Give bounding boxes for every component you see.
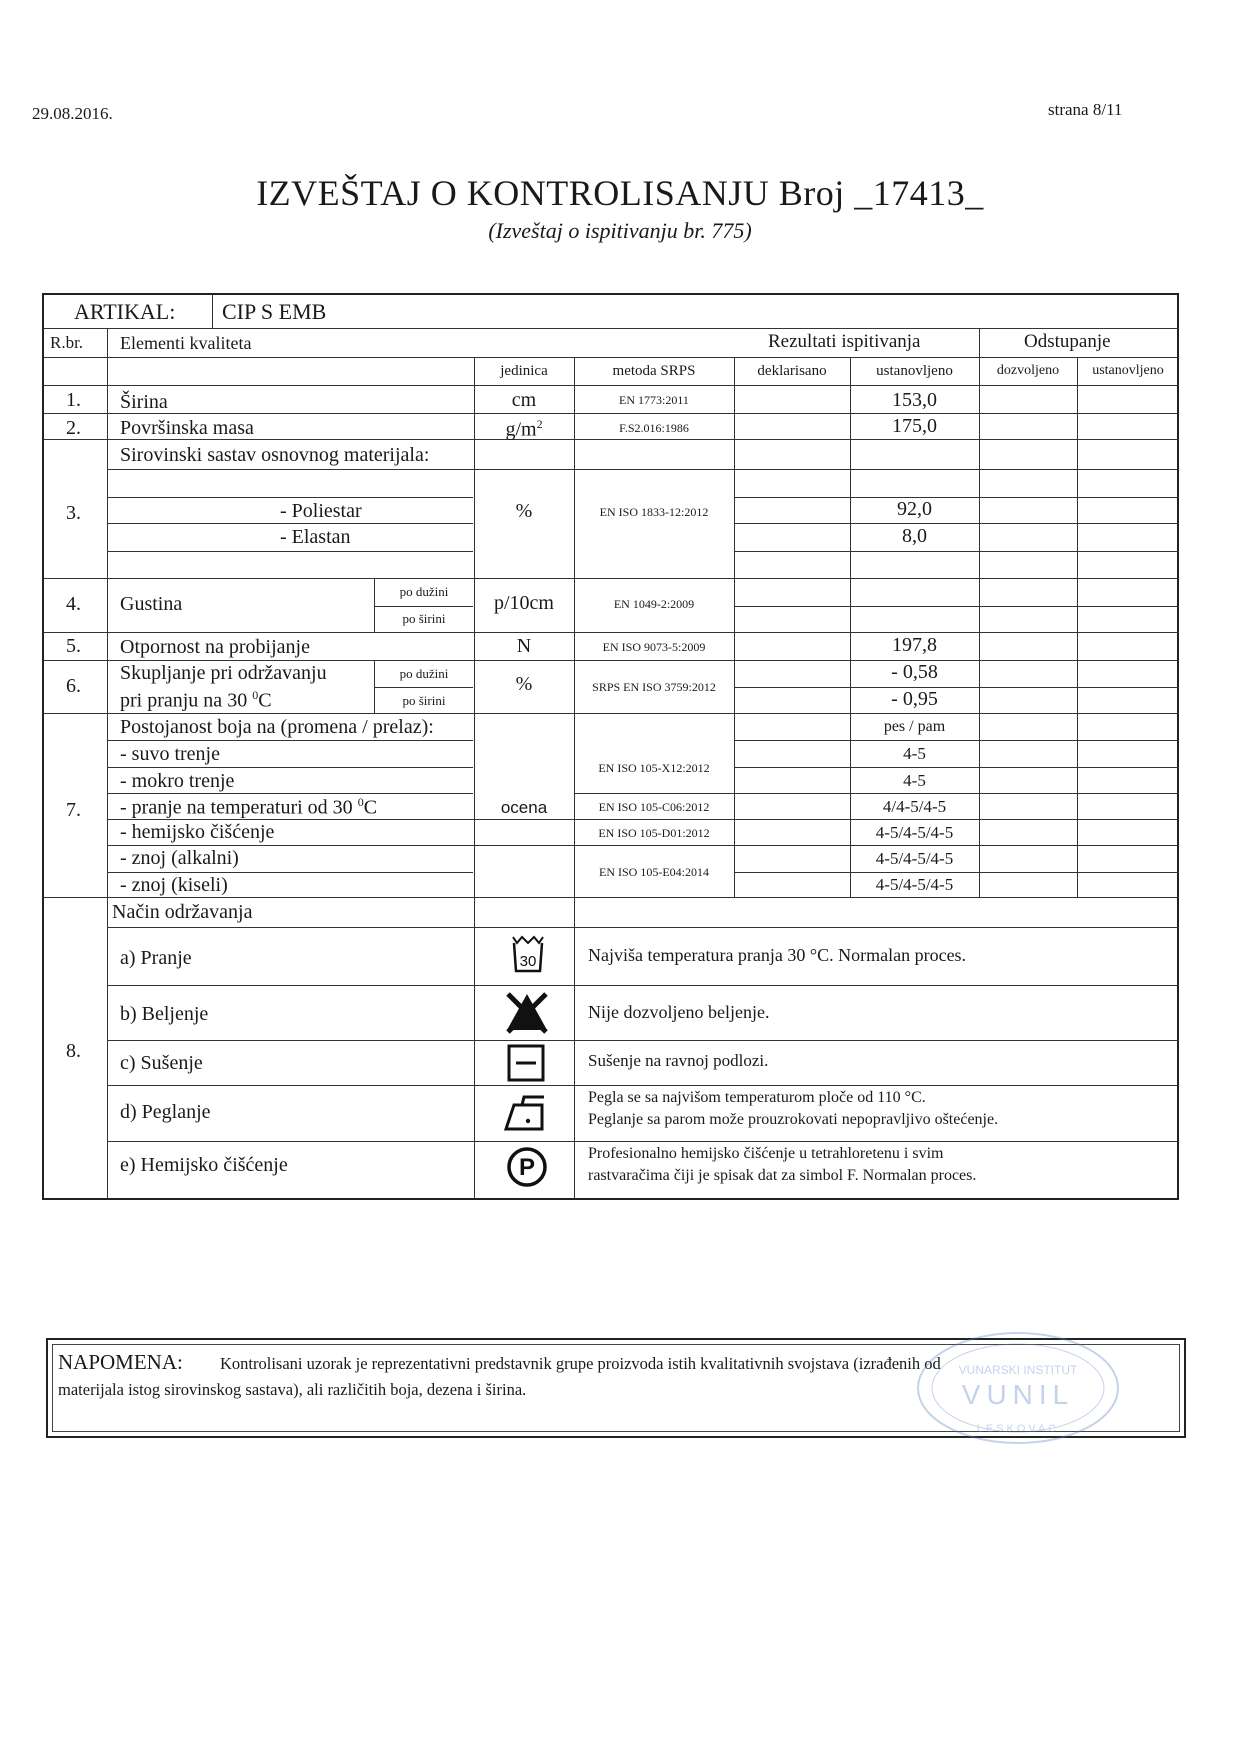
header-ustanovljeno-odst: ustanovljeno xyxy=(1092,363,1164,378)
header-deklarisano: deklarisano xyxy=(757,363,827,379)
note-text-line2: materijala istog sirovinskog sastava), ali različitih boja, dezena i širina. xyxy=(58,1380,527,1399)
row7-value-znoj-alkalni: 4-5/4-5/4-5 xyxy=(875,849,954,868)
bleach-description: Nije dozvoljeno beljenje. xyxy=(588,1002,770,1022)
header-rezultati: Rezultati ispitivanja xyxy=(768,331,921,352)
institute-stamp xyxy=(908,1328,1128,1448)
report-date: 29.08.2016. xyxy=(32,104,113,123)
page-number: strana 8/11 xyxy=(1048,100,1123,119)
row6-po-sirini: po širini xyxy=(402,693,446,708)
header-dozvoljeno: dozvoljeno xyxy=(996,363,1060,378)
row6-value-duzini: - 0,58 xyxy=(891,661,938,683)
row2-method: F.S2.016:1986 xyxy=(619,421,689,435)
row4-name: Gustina xyxy=(120,593,183,615)
row7-unit: ocena xyxy=(500,798,548,817)
flat-dry-icon xyxy=(507,1044,545,1082)
wash-description: Najviša temperatura pranja 30 °C. Normalan proces. xyxy=(588,945,967,965)
row7-no: 7. xyxy=(66,799,81,821)
inspection-table xyxy=(42,293,1179,1200)
row7-value-mokro: 4-5 xyxy=(903,771,926,790)
row3-name: Sirovinski sastav osnovnog materijala: xyxy=(120,444,430,466)
iron-description-line2: Peglanje sa parom može prouzrokovati nepopravljivo oštećenje. xyxy=(588,1111,999,1128)
row8-no: 8. xyxy=(66,1040,81,1062)
row7-value-znoj-kiseli: 4-5/4-5/4-5 xyxy=(875,875,954,894)
row6-no: 6. xyxy=(66,675,81,697)
row1-no: 1. xyxy=(66,389,81,411)
row5-unit: N xyxy=(516,635,532,657)
row6-unit: % xyxy=(515,673,533,695)
svg-text:LESKOVAC: LESKOVAC xyxy=(976,1423,1060,1435)
wash-30-icon xyxy=(511,935,545,973)
row2-name: Površinska masa xyxy=(120,417,254,439)
note-label: NAPOMENA: xyxy=(58,1350,183,1374)
artikal-label: ARTIKAL: xyxy=(74,299,176,324)
row2-unit: $g/m^2$ xyxy=(505,417,543,441)
row4-po-duzini: po dužini xyxy=(399,584,449,599)
row4-po-sirini: po širini xyxy=(402,611,446,626)
dryclean-description-line2: rastvaračima čiji je spisak dat za simbol F. Normalan proces. xyxy=(588,1167,977,1184)
row3-poliestar: - Poliestar xyxy=(280,500,362,522)
header-jedinica: jedinica xyxy=(500,363,548,379)
row8-peglanje: d) Peglanje xyxy=(120,1101,211,1123)
row7-method-znoj: EN ISO 105-E04:2014 xyxy=(599,865,709,879)
row4-unit: p/10cm xyxy=(494,592,554,614)
row5-method: EN ISO 9073-5:2009 xyxy=(602,640,706,654)
row7-hemijsko: - hemijsko čišćenje xyxy=(120,821,275,843)
row7-mokro: - mokro trenje xyxy=(120,770,235,792)
row4-no: 4. xyxy=(66,593,81,615)
row8-pranje: a) Pranje xyxy=(120,947,192,969)
header-odstupanje: Odstupanje xyxy=(1024,331,1111,352)
row7-znoj-alkalni: - znoj (alkalni) xyxy=(120,847,239,869)
row2-no: 2. xyxy=(66,417,81,439)
dry-description: Sušenje na ravnoj podlozi. xyxy=(588,1051,769,1070)
row6-value-sirini: - 0,95 xyxy=(891,688,938,710)
svg-text:VUNIL: VUNIL xyxy=(961,1379,1075,1410)
row5-no: 5. xyxy=(66,635,81,657)
artikal-value: CIP S EMB xyxy=(222,299,327,324)
header-metoda: metoda SRPS xyxy=(612,363,696,379)
row3-elastan: - Elastan xyxy=(280,526,351,548)
row3-value-poliestar: 92,0 xyxy=(897,498,932,520)
row7-value-hemijsko: 4-5/4-5/4-5 xyxy=(875,823,954,842)
row7-method-trenje: EN ISO 105-X12:2012 xyxy=(598,761,710,775)
header-ustanovljeno: ustanovljeno xyxy=(876,363,953,379)
row4-method: EN 1049-2:2009 xyxy=(613,597,695,611)
row3-value-elastan: 8,0 xyxy=(902,525,927,547)
row7-method-hemijsko: EN ISO 105-D01:2012 xyxy=(598,826,710,840)
row7-pes-pam: pes / pam xyxy=(883,718,946,735)
svg-text:P: P xyxy=(518,1154,536,1181)
row7-value-pranje: 4/4-5/4-5 xyxy=(882,797,947,816)
report-subtitle: (Izveštaj o ispitivanju br. 775) xyxy=(488,218,752,243)
row5-value: 197,8 xyxy=(892,634,937,656)
row1-value: 153,0 xyxy=(892,389,937,411)
row1-method: EN 1773:2011 xyxy=(619,393,689,407)
row6-po-duzini: po dužini xyxy=(399,666,449,681)
row7-suvo: - suvo trenje xyxy=(120,743,220,765)
row8-susenje: c) Sušenje xyxy=(120,1052,203,1074)
row7-pranje: - pranje na temperaturi od 30 $^0$C xyxy=(120,795,378,819)
header-elementi: Elementi kvaliteta xyxy=(120,333,252,353)
row5-name: Otpornost na probijanje xyxy=(120,636,310,658)
iron-110-icon xyxy=(502,1091,548,1133)
row6-name-line2: pri pranju na 30 $^0$C xyxy=(120,688,272,712)
row6-method: SRPS EN ISO 3759:2012 xyxy=(592,680,716,694)
row8-beljenje: b) Beljenje xyxy=(120,1003,209,1025)
dryclean-description-line1: Profesionalno hemijsko čišćenje u tetrahloretenu i svim xyxy=(588,1145,944,1162)
row3-unit: % xyxy=(515,500,533,522)
row7-znoj-kiseli: - znoj (kiseli) xyxy=(120,874,228,896)
svg-text:30: 30 xyxy=(519,953,537,970)
row8-name: Način održavanja xyxy=(112,901,253,923)
dry-clean-p-icon xyxy=(506,1146,548,1188)
row7-name: Postojanost boja na (promena / prelaz): xyxy=(120,716,434,738)
note-text-line1: Kontrolisani uzorak je reprezentativni predstavnik grupe proizvoda istih kvalitativnih svojstava (izrađenih od xyxy=(220,1354,941,1373)
row7-method-pranje: EN ISO 105-C06:2012 xyxy=(598,800,710,814)
header-rbr: R.br. xyxy=(50,333,84,352)
no-bleach-icon xyxy=(504,990,550,1034)
svg-text:VUNARSKI INSTITUT: VUNARSKI INSTITUT xyxy=(958,1363,1078,1377)
report-title: IZVEŠTAJ O KONTROLISANJU Broj _17413_ xyxy=(256,173,984,213)
row1-unit: cm xyxy=(511,389,537,411)
row8-hemijsko: e) Hemijsko čišćenje xyxy=(120,1154,288,1176)
row1-name: Širina xyxy=(120,391,168,413)
row3-method: EN ISO 1833-12:2012 xyxy=(599,505,709,519)
iron-description-line1: Pegla se sa najvišom temperaturom ploče od 110 °C. xyxy=(588,1089,926,1106)
row3-no: 3. xyxy=(66,502,81,524)
row6-name-line1: Skupljanje pri održavanju xyxy=(120,662,327,684)
row7-value-suvo: 4-5 xyxy=(903,744,926,763)
row2-value: 175,0 xyxy=(892,415,937,437)
